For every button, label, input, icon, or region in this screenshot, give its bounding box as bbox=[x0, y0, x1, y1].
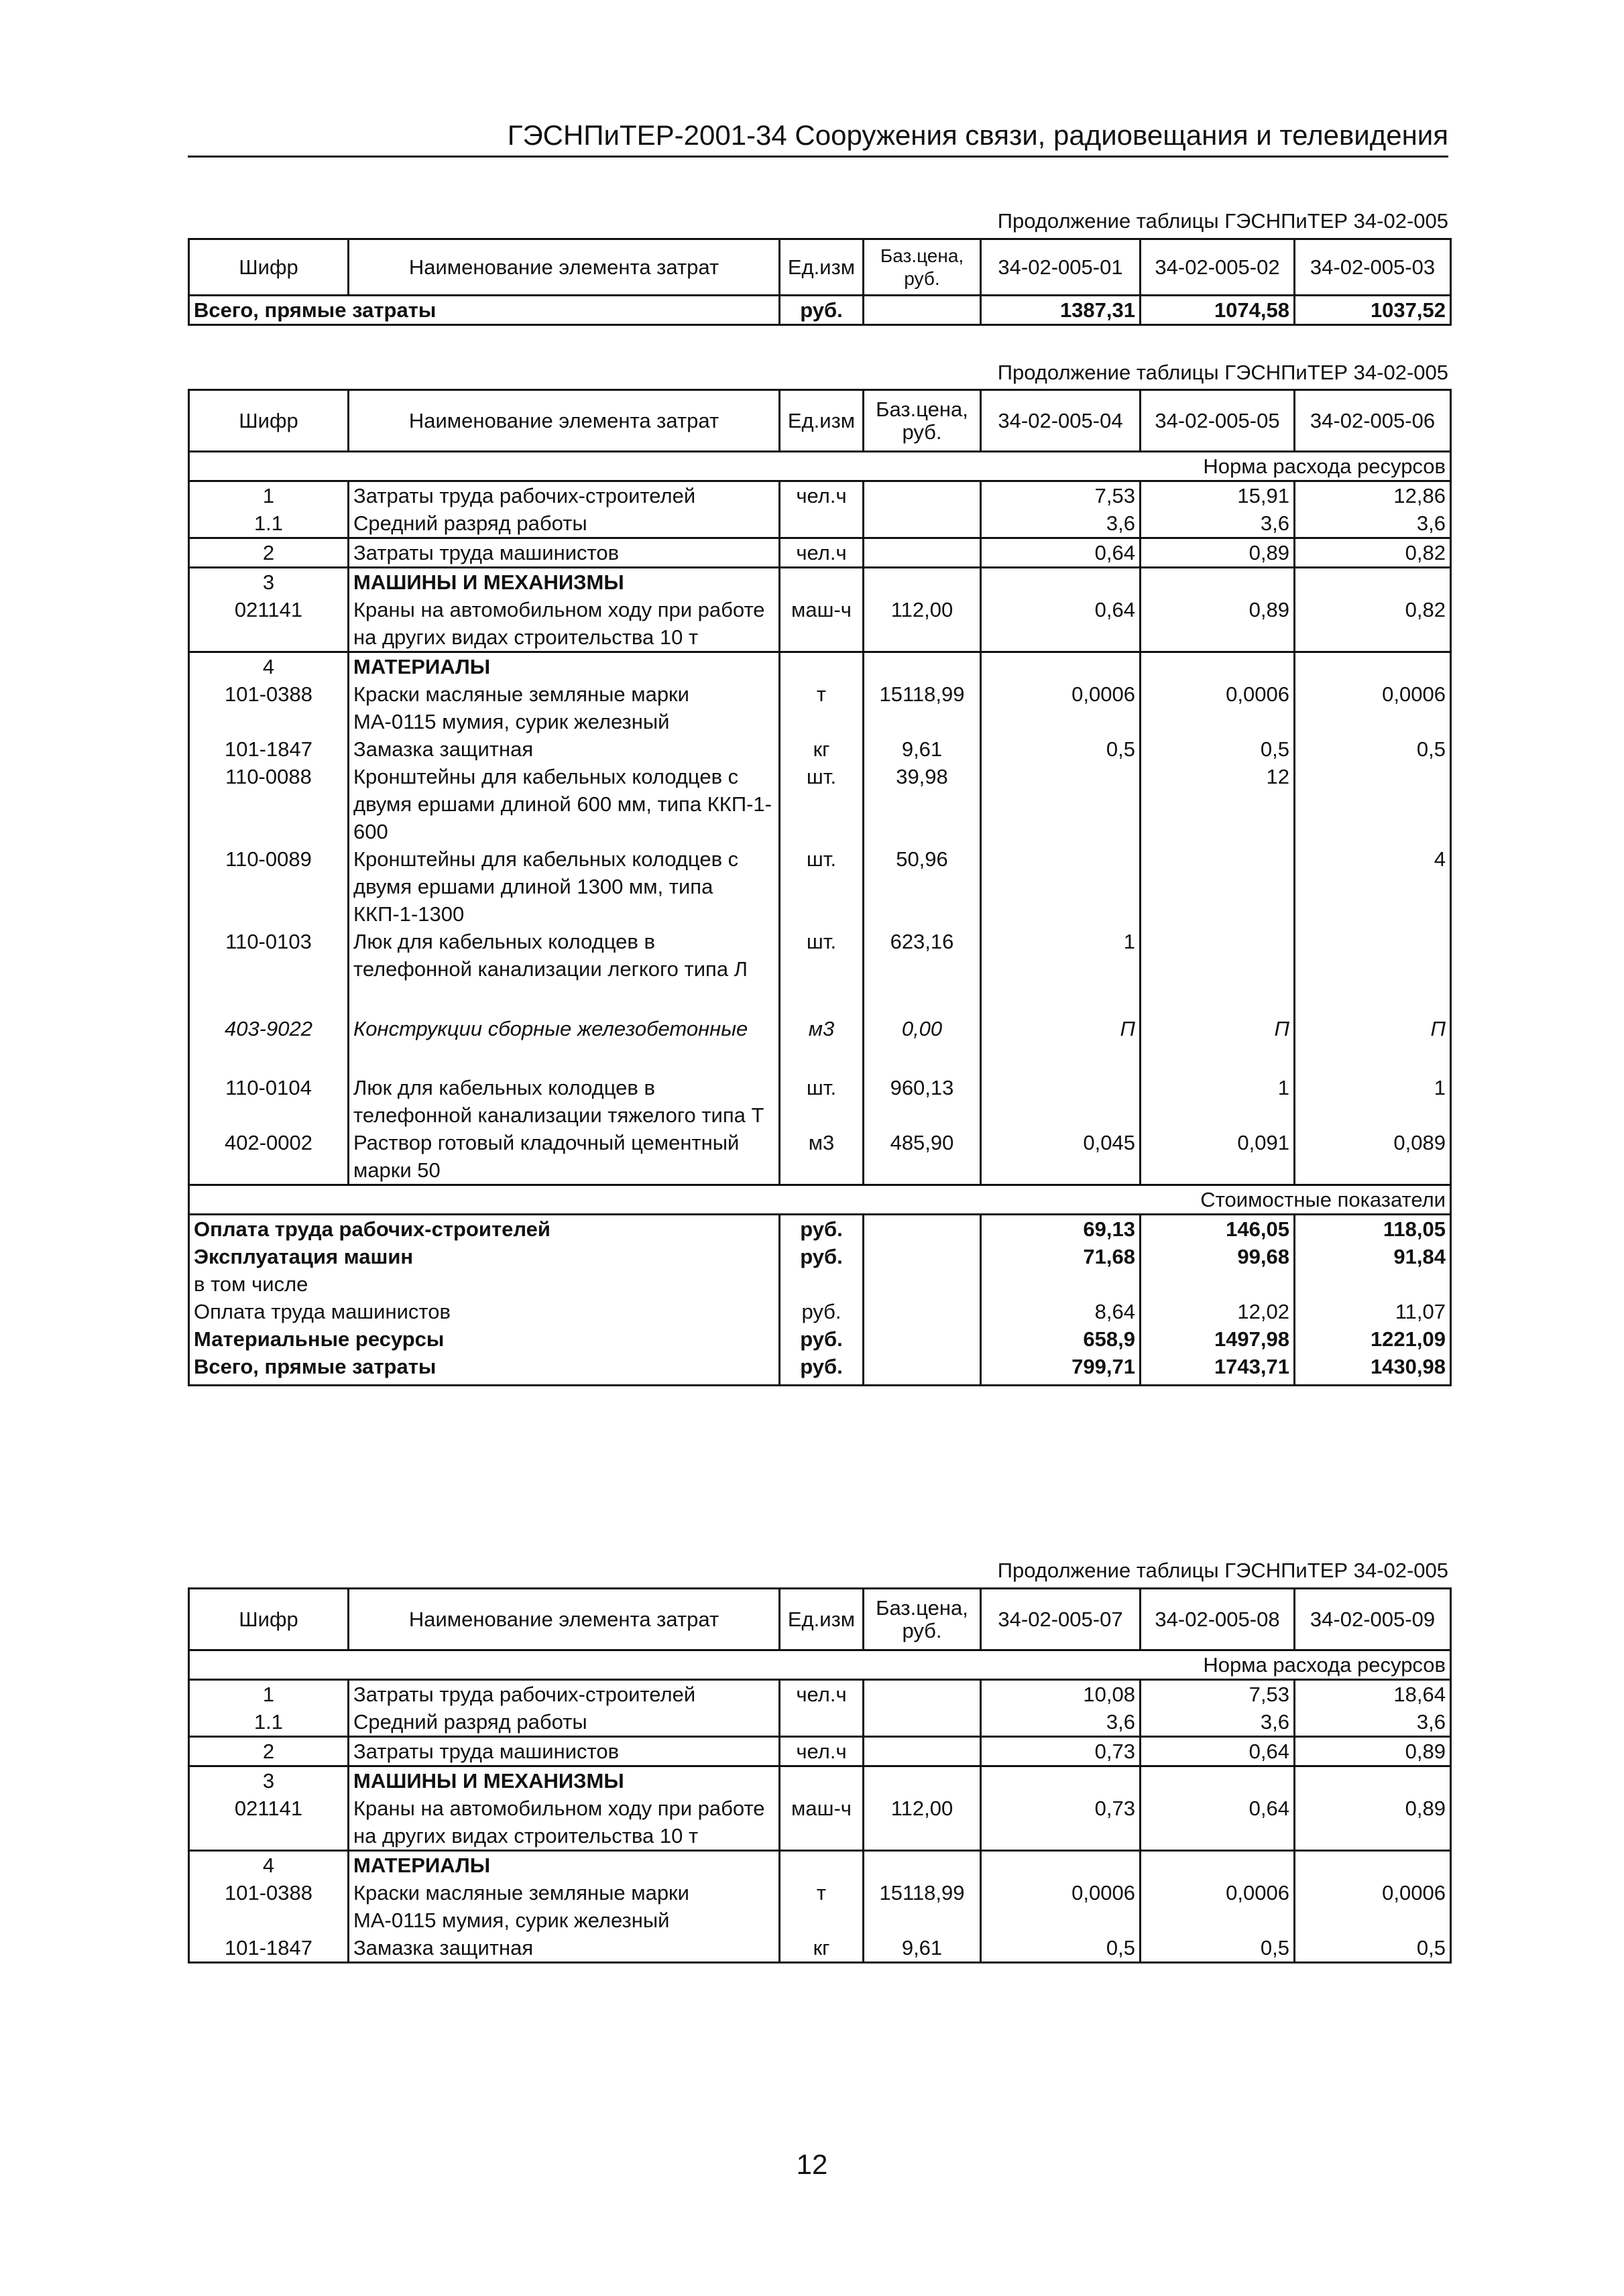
row-value: 0,82 bbox=[1295, 538, 1451, 568]
row-value: 0,73 bbox=[981, 1795, 1141, 1851]
row-value bbox=[1295, 928, 1451, 1015]
row-value: 0,0006 bbox=[1141, 1879, 1295, 1934]
col-header-id-1: 34-02-005-01 bbox=[981, 239, 1141, 296]
row-unit: чел.ч bbox=[780, 538, 864, 568]
row-code: 403-9022 bbox=[189, 1015, 349, 1074]
cost-label: Материальные ресурсы bbox=[189, 1325, 780, 1353]
table-2 bbox=[188, 389, 1452, 1386]
cost-value: 69,13 bbox=[981, 1215, 1141, 1244]
row-code: 021141 bbox=[189, 1795, 349, 1851]
row-unit: шт. bbox=[780, 928, 864, 1015]
row-price: 0,00 bbox=[864, 1015, 981, 1074]
total-value: 1387,31 bbox=[981, 296, 1141, 325]
col-header-code: Шифр bbox=[189, 390, 349, 452]
col-header-price: Баз.цена, руб. bbox=[864, 390, 981, 452]
row-name: Краски масляные земляные марки МА-0115 мумия, сурик железный bbox=[349, 680, 780, 735]
row-code: 4 bbox=[189, 652, 349, 681]
total-label: Всего, прямые затраты bbox=[189, 296, 780, 325]
row-value: 0,64 bbox=[1141, 1737, 1295, 1766]
row-code: 3 bbox=[189, 568, 349, 597]
cost-value: 11,07 bbox=[1295, 1298, 1451, 1325]
row-value: 0,5 bbox=[1295, 735, 1451, 763]
row-code: 110-0089 bbox=[189, 845, 349, 928]
row-code: 110-0088 bbox=[189, 763, 349, 845]
row-name: Кронштейны для кабельных колодцев с двумя ершами длиной 1300 мм, типа ККП-1-1300 bbox=[349, 845, 780, 928]
row-value bbox=[981, 763, 1141, 845]
row-unit bbox=[780, 1708, 864, 1737]
cost-value: 8,64 bbox=[981, 1298, 1141, 1325]
row-code: 021141 bbox=[189, 596, 349, 652]
cost-value: 71,68 bbox=[981, 1243, 1141, 1270]
row-code: 2 bbox=[189, 538, 349, 568]
row-name: Кронштейны для кабельных колодцев с двумя ершами длиной 600 мм, типа ККП-1-600 bbox=[349, 763, 780, 845]
row-unit: маш-ч bbox=[780, 596, 864, 652]
row-name: Люк для кабельных колодцев в телефонной канализации тяжелого типа Т bbox=[349, 1074, 780, 1129]
col-header-code: Шифр bbox=[189, 239, 349, 296]
row-value: 0,0006 bbox=[1141, 680, 1295, 735]
row-value: 15,91 bbox=[1141, 481, 1295, 510]
row-name: Затраты труда машинистов bbox=[349, 538, 780, 568]
row-unit: кг bbox=[780, 1934, 864, 1963]
row-value: П bbox=[1141, 1015, 1295, 1074]
row-value: 0,091 bbox=[1141, 1129, 1295, 1185]
running-header: ГЭСНПиТЕР-2001-34 Сооружения связи, радиовещания и телевидения bbox=[188, 119, 1448, 158]
row-unit: т bbox=[780, 680, 864, 735]
row-value: 0,89 bbox=[1141, 538, 1295, 568]
cost-value: 99,68 bbox=[1141, 1243, 1295, 1270]
row-price bbox=[864, 1737, 981, 1766]
row-value bbox=[981, 1074, 1141, 1129]
row-value bbox=[981, 845, 1141, 928]
row-name: Раствор готовый кладочный цементный марки 50 bbox=[349, 1129, 780, 1185]
row-code: 101-0388 bbox=[189, 1879, 349, 1934]
row-value: 0,0006 bbox=[981, 680, 1141, 735]
col-header-id-2: 34-02-005-02 bbox=[1141, 239, 1295, 296]
col-header-unit: Ед.изм bbox=[780, 390, 864, 452]
row-price: 39,98 bbox=[864, 763, 981, 845]
row-name: Средний разряд работы bbox=[349, 1708, 780, 1737]
row-price: 623,16 bbox=[864, 928, 981, 1015]
continuation-label-2: Продолжение таблицы ГЭСНПиТЕР 34-02-005 bbox=[997, 361, 1448, 384]
row-name: Затраты труда рабочих-строителей bbox=[349, 481, 780, 510]
col-header-name: Наименование элемента затрат bbox=[349, 239, 780, 296]
row-price: 9,61 bbox=[864, 735, 981, 763]
row-value: 4 bbox=[1295, 845, 1451, 928]
row-code: 4 bbox=[189, 1851, 349, 1880]
row-value: 0,89 bbox=[1295, 1795, 1451, 1851]
col-header-id-3: 34-02-005-06 bbox=[1295, 390, 1451, 452]
cost-value: 146,05 bbox=[1141, 1215, 1295, 1244]
row-value: 0,64 bbox=[981, 538, 1141, 568]
col-header-price: Баз.цена, руб. bbox=[864, 1589, 981, 1650]
col-header-unit: Ед.изм bbox=[780, 239, 864, 296]
row-price: 485,90 bbox=[864, 1129, 981, 1185]
row-price: 50,96 bbox=[864, 845, 981, 928]
row-code: 101-1847 bbox=[189, 1934, 349, 1963]
section-norm-label: Норма расхода ресурсов bbox=[189, 1650, 1451, 1680]
row-name: Средний разряд работы bbox=[349, 509, 780, 538]
row-value: 3,6 bbox=[1295, 509, 1451, 538]
row-unit: т bbox=[780, 1879, 864, 1934]
col-header-id-3: 34-02-005-09 bbox=[1295, 1589, 1451, 1650]
col-header-id-1: 34-02-005-07 bbox=[981, 1589, 1141, 1650]
cost-value: 658,9 bbox=[981, 1325, 1141, 1353]
row-value: 0,73 bbox=[981, 1737, 1141, 1766]
row-name: Замазка защитная bbox=[349, 1934, 780, 1963]
row-value: 1 bbox=[1141, 1074, 1295, 1129]
row-price: 112,00 bbox=[864, 1795, 981, 1851]
total-unit: руб. bbox=[780, 296, 864, 325]
row-price bbox=[864, 481, 981, 510]
row-value: П bbox=[1295, 1015, 1451, 1074]
row-name: МАШИНЫ И МЕХАНИЗМЫ bbox=[349, 568, 780, 597]
cost-unit: руб. bbox=[780, 1215, 864, 1244]
row-name: МАТЕРИАЛЫ bbox=[349, 652, 780, 681]
cost-value: 1743,71 bbox=[1141, 1353, 1295, 1385]
row-value: 0,5 bbox=[981, 1934, 1141, 1963]
row-price: 9,61 bbox=[864, 1934, 981, 1963]
row-name: Краны на автомобильном ходу при работе на других видах строительства 10 т bbox=[349, 596, 780, 652]
row-value: 0,82 bbox=[1295, 596, 1451, 652]
cost-value: 118,05 bbox=[1295, 1215, 1451, 1244]
row-name: Конструкции сборные железобетонные bbox=[349, 1015, 780, 1074]
row-unit: шт. bbox=[780, 763, 864, 845]
cost-unit: руб. bbox=[780, 1298, 864, 1325]
row-value: 0,5 bbox=[981, 735, 1141, 763]
row-unit: чел.ч bbox=[780, 1680, 864, 1709]
row-unit: чел.ч bbox=[780, 481, 864, 510]
row-unit: м3 bbox=[780, 1015, 864, 1074]
row-value: 3,6 bbox=[981, 1708, 1141, 1737]
row-price bbox=[864, 1708, 981, 1737]
row-code: 1.1 bbox=[189, 509, 349, 538]
row-value: 1 bbox=[981, 928, 1141, 1015]
row-code: 402-0002 bbox=[189, 1129, 349, 1185]
row-value: 0,0006 bbox=[1295, 1879, 1451, 1934]
row-price bbox=[864, 538, 981, 568]
row-value bbox=[1141, 845, 1295, 928]
section-norm-label: Норма расхода ресурсов bbox=[189, 452, 1451, 481]
row-value: 7,53 bbox=[981, 481, 1141, 510]
col-header-price: Баз.цена, руб. bbox=[864, 239, 981, 296]
row-price bbox=[864, 1680, 981, 1709]
row-value: 3,6 bbox=[1141, 509, 1295, 538]
row-name: Замазка защитная bbox=[349, 735, 780, 763]
row-name: Затраты труда машинистов bbox=[349, 1737, 780, 1766]
cost-label: Оплата труда рабочих-строителей bbox=[189, 1215, 780, 1244]
row-name: Краски масляные земляные марки МА-0115 мумия, сурик железный bbox=[349, 1879, 780, 1934]
col-header-name: Наименование элемента затрат bbox=[349, 1589, 780, 1650]
row-value: 12 bbox=[1141, 763, 1295, 845]
row-value: 0,5 bbox=[1141, 735, 1295, 763]
cost-unit: руб. bbox=[780, 1353, 864, 1385]
row-value: 3,6 bbox=[1295, 1708, 1451, 1737]
row-code: 1 bbox=[189, 481, 349, 510]
cost-value: 91,84 bbox=[1295, 1243, 1451, 1270]
row-name: МАШИНЫ И МЕХАНИЗМЫ bbox=[349, 1766, 780, 1795]
row-unit: м3 bbox=[780, 1129, 864, 1185]
row-name: Краны на автомобильном ходу при работе на других видах строительства 10 т bbox=[349, 1795, 780, 1851]
row-value: 0,64 bbox=[1141, 1795, 1295, 1851]
section-cost-label: Стоимостные показатели bbox=[189, 1185, 1451, 1215]
row-code: 101-1847 bbox=[189, 735, 349, 763]
cost-value: 1430,98 bbox=[1295, 1353, 1451, 1385]
row-value: 0,89 bbox=[1141, 596, 1295, 652]
col-header-code: Шифр bbox=[189, 1589, 349, 1650]
cost-value: 12,02 bbox=[1141, 1298, 1295, 1325]
row-value: 3,6 bbox=[981, 509, 1141, 538]
row-value: П bbox=[981, 1015, 1141, 1074]
row-unit: кг bbox=[780, 735, 864, 763]
page-number: 12 bbox=[796, 2149, 828, 2180]
row-name: МАТЕРИАЛЫ bbox=[349, 1851, 780, 1880]
row-value: 0,089 bbox=[1295, 1129, 1451, 1185]
row-code: 110-0104 bbox=[189, 1074, 349, 1129]
row-code: 1 bbox=[189, 1680, 349, 1709]
table-3 bbox=[188, 1587, 1452, 1963]
row-code: 1.1 bbox=[189, 1708, 349, 1737]
row-value: 3,6 bbox=[1141, 1708, 1295, 1737]
col-header-id-2: 34-02-005-05 bbox=[1141, 390, 1295, 452]
row-price: 15118,99 bbox=[864, 680, 981, 735]
cost-label: Всего, прямые затраты bbox=[189, 1353, 780, 1385]
row-value: 18,64 bbox=[1295, 1680, 1451, 1709]
cost-unit: руб. bbox=[780, 1243, 864, 1270]
table-1 bbox=[188, 238, 1452, 326]
cost-unit: руб. bbox=[780, 1325, 864, 1353]
row-name: Люк для кабельных колодцев в телефонной канализации легкого типа Л bbox=[349, 928, 780, 1015]
row-code: 110-0103 bbox=[189, 928, 349, 1015]
row-value bbox=[1141, 928, 1295, 1015]
row-unit bbox=[780, 509, 864, 538]
cost-value: 1221,09 bbox=[1295, 1325, 1451, 1353]
col-header-id-1: 34-02-005-04 bbox=[981, 390, 1141, 452]
row-price bbox=[864, 509, 981, 538]
col-header-name: Наименование элемента затрат bbox=[349, 390, 780, 452]
row-value: 0,64 bbox=[981, 596, 1141, 652]
row-code: 101-0388 bbox=[189, 680, 349, 735]
col-header-id-2: 34-02-005-08 bbox=[1141, 1589, 1295, 1650]
row-value bbox=[1295, 763, 1451, 845]
row-value: 0,0006 bbox=[981, 1879, 1141, 1934]
row-code: 3 bbox=[189, 1766, 349, 1795]
cost-value: 799,71 bbox=[981, 1353, 1141, 1385]
row-unit: шт. bbox=[780, 845, 864, 928]
cost-value: 1497,98 bbox=[1141, 1325, 1295, 1353]
total-value: 1037,52 bbox=[1295, 296, 1451, 325]
total-value: 1074,58 bbox=[1141, 296, 1295, 325]
row-value: 0,89 bbox=[1295, 1737, 1451, 1766]
row-value: 12,86 bbox=[1295, 481, 1451, 510]
row-price: 960,13 bbox=[864, 1074, 981, 1129]
cost-label: Эксплуатация машин bbox=[189, 1243, 780, 1270]
row-unit: шт. bbox=[780, 1074, 864, 1129]
row-price: 112,00 bbox=[864, 596, 981, 652]
cost-label: в том числе bbox=[189, 1270, 780, 1298]
row-value: 1 bbox=[1295, 1074, 1451, 1129]
continuation-label-3: Продолжение таблицы ГЭСНПиТЕР 34-02-005 bbox=[997, 1559, 1448, 1582]
row-code: 2 bbox=[189, 1737, 349, 1766]
cost-label: Оплата труда машинистов bbox=[189, 1298, 780, 1325]
row-value: 0,5 bbox=[1295, 1934, 1451, 1963]
row-value: 0,045 bbox=[981, 1129, 1141, 1185]
row-unit: чел.ч bbox=[780, 1737, 864, 1766]
row-value: 0,0006 bbox=[1295, 680, 1451, 735]
row-price: 15118,99 bbox=[864, 1879, 981, 1934]
row-name: Затраты труда рабочих-строителей bbox=[349, 1680, 780, 1709]
continuation-label-1: Продолжение таблицы ГЭСНПиТЕР 34-02-005 bbox=[997, 209, 1448, 233]
row-value: 7,53 bbox=[1141, 1680, 1295, 1709]
row-value: 10,08 bbox=[981, 1680, 1141, 1709]
row-unit: маш-ч bbox=[780, 1795, 864, 1851]
col-header-unit: Ед.изм bbox=[780, 1589, 864, 1650]
col-header-id-3: 34-02-005-03 bbox=[1295, 239, 1451, 296]
row-value: 0,5 bbox=[1141, 1934, 1295, 1963]
